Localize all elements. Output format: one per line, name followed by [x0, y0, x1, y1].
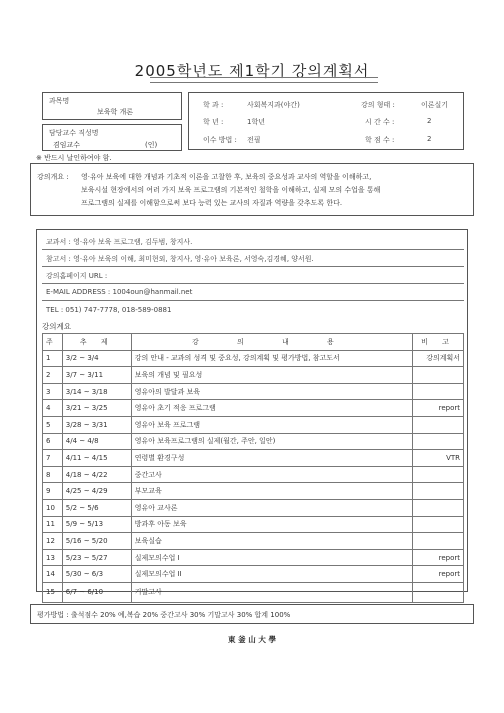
seal-note: ※ 반드시 날인하여야 함.	[36, 154, 112, 162]
week-cell: 4	[43, 400, 63, 417]
note-cell	[413, 466, 464, 483]
form-value: 이론실기	[421, 101, 449, 109]
note-cell: 강의계획서	[413, 350, 464, 367]
content-cell: 기말고사	[131, 582, 412, 602]
date-cell: 3/28 ~ 3/31	[62, 416, 131, 433]
credits-value: 2	[427, 135, 432, 143]
note-cell: report	[413, 400, 464, 417]
content-cell: 강의 안내 - 교과의 성격 및 중요성, 강의계획 및 평가방법, 참고도서	[131, 350, 412, 367]
content-cell: 연령별 환경구성	[131, 450, 412, 467]
note-cell	[413, 516, 464, 533]
week-cell: 3	[43, 383, 63, 400]
date-cell: 3/14 ~ 3/18	[62, 383, 131, 400]
date-cell: 5/16 ~ 5/20	[62, 533, 131, 550]
method-label: 이수 방법 :	[203, 136, 237, 144]
header-note: 비 고	[413, 334, 464, 351]
week-cell: 5	[43, 416, 63, 433]
evaluation-box	[30, 604, 474, 624]
note-cell	[413, 499, 464, 516]
table-row	[43, 400, 464, 417]
divider	[42, 283, 464, 284]
email-line: E-MAIL ADDRESS : 1004oun@hanmail.net	[46, 288, 193, 296]
content-cell: 중간고사	[131, 466, 412, 483]
table-row	[43, 383, 464, 400]
course-meta-box	[188, 92, 464, 150]
note-cell	[413, 483, 464, 500]
week-cell: 14	[43, 566, 63, 583]
overview-line-1: 영·유아 보육에 대한 개념과 기초적 이론을 고찰한 후, 보육의 중요성과 교사의 역할을 이해하고,	[81, 173, 372, 181]
schedule-table	[42, 333, 464, 603]
table-row	[43, 350, 464, 367]
date-cell: 6/7 ~ 6/10	[62, 582, 131, 602]
week-cell: 1	[43, 350, 63, 367]
hours-label: 시 간 수 :	[365, 118, 395, 126]
table-row	[43, 499, 464, 516]
content-cell: 보육실습	[131, 533, 412, 550]
week-cell: 10	[43, 499, 63, 516]
seal-mark: (인)	[145, 141, 158, 149]
table-row	[43, 533, 464, 550]
content-cell: 부모교육	[131, 483, 412, 500]
hours-value: 2	[427, 117, 432, 125]
date-cell: 4/4 ~ 4/8	[62, 433, 131, 450]
content-cell: 영유아 교사론	[131, 499, 412, 516]
date-cell: 5/23 ~ 5/27	[62, 549, 131, 566]
week-cell: 13	[43, 549, 63, 566]
instructor-value: 겸임교수	[53, 141, 81, 149]
page-title: 2005학년도 제1학기 강의계획서	[134, 62, 370, 80]
table-row	[43, 516, 464, 533]
divider	[42, 300, 464, 301]
dept-label: 학 과 :	[203, 101, 224, 109]
overview-line-3: 프로그램의 실제를 이해함으로써 보다 능력 있는 교사의 자질과 역량을 갖추도록 한다.	[81, 199, 343, 207]
content-cell: 영유아 초기 적응 프로그램	[131, 400, 412, 417]
homepage-line: 강의홈페이지 URL :	[46, 272, 108, 280]
table-row	[43, 466, 464, 483]
date-cell: 5/30 ~ 6/3	[62, 566, 131, 583]
content-cell: 실제모의수업 I	[131, 549, 412, 566]
table-row	[43, 549, 464, 566]
header-content: 강 의 내 용	[131, 334, 412, 351]
date-cell: 4/11 ~ 4/15	[62, 450, 131, 467]
week-cell: 7	[43, 450, 63, 467]
overview-line-2: 보육시설 현장에서의 여러 가지 보육 프로그램의 기본적인 철학을 이해하고, 실제 모의 수업을 통해	[81, 186, 381, 194]
schedule-caption: 강의계요	[42, 322, 71, 331]
course-name-label: 과목명	[49, 97, 70, 105]
week-cell: 11	[43, 516, 63, 533]
table-row	[43, 367, 464, 384]
overview-label: 강의개요 :	[37, 173, 69, 181]
overview-box	[30, 163, 474, 216]
form-label: 강의 형태 :	[361, 101, 395, 109]
tel-line: TEL : 051) 747-7778, 018-589-0881	[46, 306, 172, 314]
table-row	[43, 566, 464, 583]
evaluation-text: 평가방법 : 출석점수 20% 예,복습 20% 중간고사 30% 기말고사 30% 합계 100%	[37, 611, 291, 619]
date-cell: 5/2 ~ 5/6	[62, 499, 131, 516]
date-cell: 4/25 ~ 4/29	[62, 483, 131, 500]
note-cell	[413, 367, 464, 384]
table-row	[43, 483, 464, 500]
date-cell: 4/18 ~ 4/22	[62, 466, 131, 483]
week-cell: 2	[43, 367, 63, 384]
credits-label: 학 점 수 :	[365, 136, 395, 144]
date-cell: 3/7 ~ 3/11	[62, 367, 131, 384]
header-week: 주	[43, 334, 63, 351]
week-cell: 15	[43, 582, 63, 602]
divider	[42, 249, 464, 250]
content-cell: 실제모의수업 II	[131, 566, 412, 583]
note-cell: report	[413, 549, 464, 566]
reference-line: 참고서 : 영·유아 보육의 이해, 최미현외, 창지사, 영·유아 보육론, 서영숙,김경혜, 양서원.	[46, 255, 314, 263]
note-cell	[413, 533, 464, 550]
schedule-header-row	[43, 334, 464, 351]
week-cell: 12	[43, 533, 63, 550]
header-date: 추 제	[62, 334, 131, 351]
method-value: 전필	[247, 136, 261, 144]
table-row	[43, 582, 464, 602]
instructor-box	[42, 124, 182, 151]
note-cell	[413, 383, 464, 400]
date-cell: 5/9 ~ 5/13	[62, 516, 131, 533]
textbook-line: 교과서 : 영·유아 보육 프로그램, 김두범, 창지사.	[46, 238, 193, 246]
title-underline	[150, 77, 378, 83]
date-cell: 3/2 ~ 3/4	[62, 350, 131, 367]
instructor-label: 담당교수 직성명	[49, 129, 99, 137]
year-label: 학 년 :	[203, 118, 224, 126]
week-cell: 6	[43, 433, 63, 450]
table-row	[43, 416, 464, 433]
table-row	[43, 450, 464, 467]
course-name-value: 보육학 개론	[97, 108, 134, 116]
week-cell: 8	[43, 466, 63, 483]
course-name-box	[42, 92, 182, 120]
university-name: 東 釜 山 大 學	[228, 635, 276, 644]
note-cell: VTR	[413, 450, 464, 467]
content-cell: 영유아 보육 프로그램	[131, 416, 412, 433]
content-cell: 방과후 아동 보육	[131, 516, 412, 533]
note-cell	[413, 582, 464, 602]
content-cell: 보육의 개념 및 필요성	[131, 367, 412, 384]
week-cell: 9	[43, 483, 63, 500]
date-cell: 3/21 ~ 3/25	[62, 400, 131, 417]
note-cell	[413, 416, 464, 433]
dept-value: 사회복지과(야간)	[247, 101, 300, 109]
table-row	[43, 433, 464, 450]
content-cell: 영유아 보육프로그램의 실제(월간, 주안, 일안)	[131, 433, 412, 450]
note-cell: report	[413, 566, 464, 583]
content-cell: 영유아의 발달과 보육	[131, 383, 412, 400]
note-cell	[413, 433, 464, 450]
divider	[42, 266, 464, 267]
year-value: 1학년	[247, 118, 265, 126]
